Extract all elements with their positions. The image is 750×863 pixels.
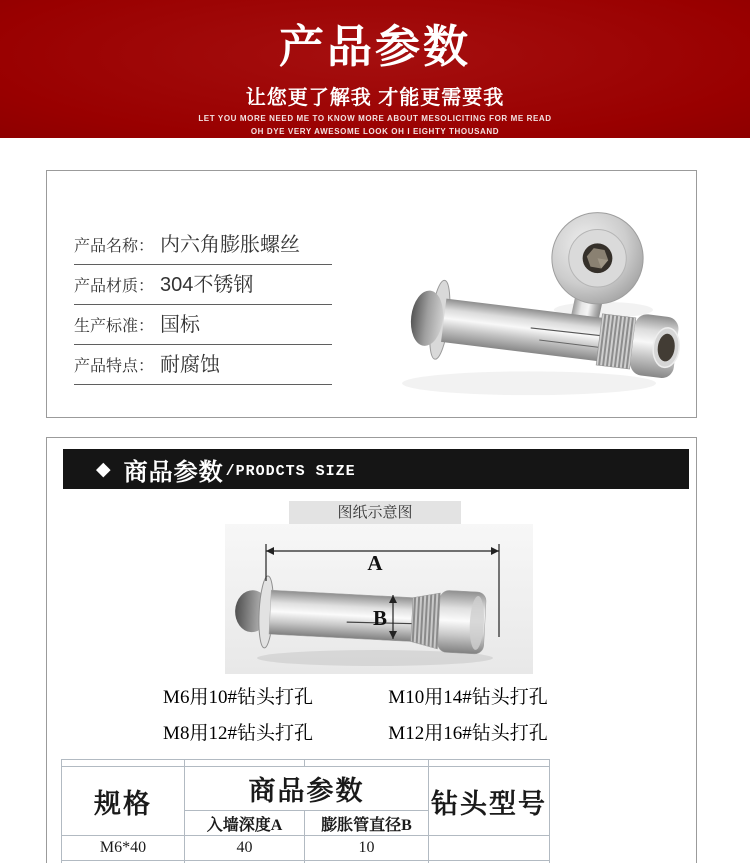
spec-value: 内六角膨胀螺丝: [160, 234, 301, 256]
page-title: 产品参数: [278, 21, 471, 72]
diagram-label: 图纸示意图: [289, 501, 461, 524]
spec-label: 生产标准：: [74, 318, 155, 335]
params-table: [61, 759, 550, 863]
spec-row-feature: [74, 353, 332, 385]
col-header-diameter: 膨胀管直径B: [305, 811, 429, 836]
section-title-en: /PRODCTS SIZE: [225, 462, 356, 480]
dimension-diagram: [225, 524, 533, 674]
spec-value: 304不锈钢: [160, 274, 254, 296]
diamond-icon: ◆: [96, 458, 111, 480]
table-header-row: [62, 767, 550, 811]
product-params-card: [46, 437, 697, 863]
dim-label-b: B: [372, 606, 387, 630]
drill-notes: [123, 686, 583, 745]
drill-note-m10: M10用14#钻头打孔: [388, 687, 548, 708]
col-header-depth: 入墙深度A: [185, 811, 305, 836]
product-spec-list: [74, 233, 332, 393]
col-header-spec: 规格: [62, 767, 185, 836]
spec-row-standard: [74, 313, 332, 345]
dim-label-a: A: [367, 551, 383, 575]
spec-label: 产品特点：: [74, 358, 155, 375]
table-row: [62, 836, 550, 861]
drill-note-m8: M8用12#钻头打孔: [163, 723, 313, 744]
cell-drill: [429, 836, 550, 861]
cell-depth: 40: [185, 836, 305, 861]
drill-note-m6: M6用10#钻头打孔: [163, 687, 313, 708]
cell-diameter: 10: [305, 836, 429, 861]
spec-label: 产品材质：: [74, 278, 155, 295]
cell-spec: M6*40: [62, 836, 185, 861]
product-photo: [379, 171, 694, 417]
section-header-bar: [63, 449, 689, 489]
spec-row-material: [74, 273, 332, 305]
spec-value: 国标: [160, 314, 201, 336]
product-info-card: [46, 170, 697, 418]
col-header-params: 商品参数: [185, 767, 429, 811]
spec-label: 产品名称：: [74, 238, 155, 255]
drill-note-m12: M12用16#钻头打孔: [388, 723, 548, 744]
banner-subtitle: 让您更了解我 才能更需要我: [245, 87, 505, 109]
banner-tagline-line1: LET YOU MORE NEED ME TO KNOW MORE ABOUT MESOLICITING FOR ME READ: [198, 114, 552, 123]
bolt-diagram-illustration: [225, 524, 533, 674]
table-row-strip: [62, 760, 550, 767]
banner-underline-dash: [344, 145, 406, 148]
spec-value: 耐腐蚀: [160, 354, 221, 376]
section-title-cn: 商品参数: [123, 458, 224, 486]
spec-row-name: [74, 233, 332, 265]
bolts-photo-illustration: [379, 171, 694, 417]
banner-tagline-line2: OH DYE VERY AWESOME LOOK OH I EIGHTY THOUSAND: [250, 127, 500, 136]
col-header-drill: 钻头型号: [429, 767, 550, 836]
banner: [0, 0, 750, 138]
